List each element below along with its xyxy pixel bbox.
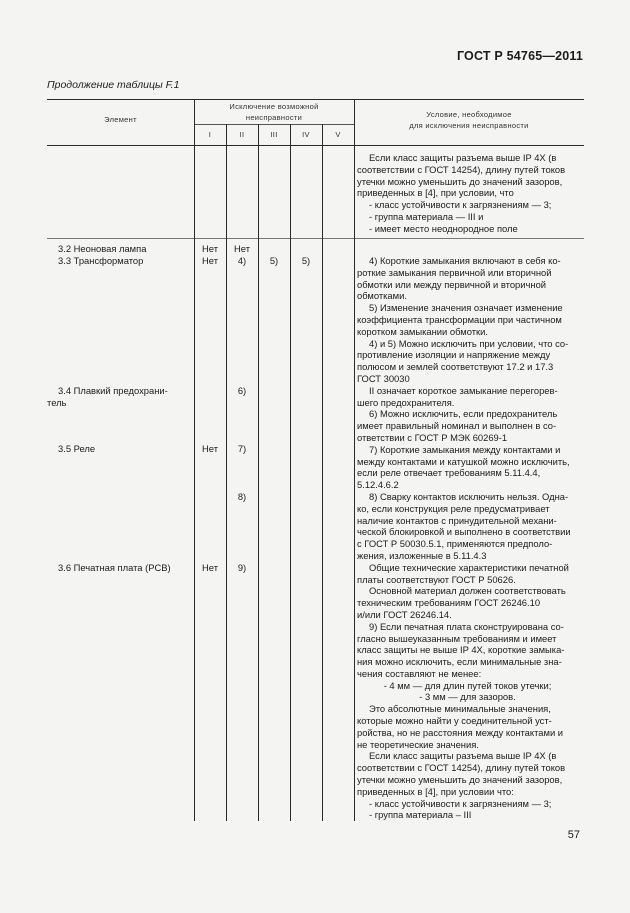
column-header-ii: II (239, 130, 245, 139)
condition-continued: Если класс защиты разъема выше IP 4X (в соответствии с ГОСТ 14254), длину путей токов утечки можно уменьшить до значений зазоров, приведенных в [4], при условии, что - класс устойчивости к загрязнениям — 3; - группа материала — III и - имеет место неоднородное поле (357, 152, 566, 234)
standard-designation: ГОСТ Р 54765—2011 (456, 49, 583, 63)
element-3-2: 3.2 Неоновая лампа (58, 243, 147, 254)
cell-3-3-i: Нет (202, 255, 218, 266)
element-3-5: 3.5 Реле (58, 443, 96, 454)
cell-3-3-iii: 5) (269, 255, 279, 266)
page-number: 57 (567, 829, 580, 841)
column-header-iii: III (270, 130, 278, 139)
cell-3-3-iv: 5) (301, 255, 311, 266)
condition-text: 4) Короткие замыкания включают в себя ко- роткие замыкания первичной или вторичной обмотки или между первичной и вторичной обмотками. 5) Изменение значения означает изменение коэффициента трансформации при частичном коротком замыкании обмотки. 4) и 5) Можно исключить при условии, что со- противление изоляции и напряжение между полюсом и землей соответствуют 17.2 и 17.3 ГОСТ 30030 II означает короткое замыкание перегорев- шего предохранителя. 6) Можно исключить, если предохранитель имеет правильный номинал и выполнен в со- ответствии с ГОСТ Р МЭК 60269-1 7) Короткие замыкания между контактами и между контактами и катушкой можно исключить, если реле отвечает требованиям 5.11.4.4, 5.12.4.6.2 8) Сварку контактов исключить нельзя. Одна- ко, если конструкция реле предусматривает наличие контактов с принудительной механи- ческой блокировкой и выполнено в соответствии с ГОСТ Р 50030.5.1, применяются предполо- жения, изложенные в 5.11.4.3 Общие технические характеристики печатной платы соответствуют ГОСТ Р 50626. Основной материал должен соответствовать техническим требованиям ГОСТ 26246.10 и/или ГОСТ 26246.14. 9) Если печатная плата сконструирована со- гласно вышеуказанным требованиям и имеет класс защиты не выше IP 4X, короткие замыка- ния можно исключить, если минимальные зна- чения составляют не менее: - 4 мм — для длин путей токов утечки; - 3 мм — для зазоров. Это абсолютные минимальные значения, которые можно найти у соединительной уст- ройства, но не расстояния между контактами и не теоретические значения. Если класс защиты разъема выше IP 4X (в соответствии с ГОСТ 14254), длину путей токов утечки можно уменьшить до значений зазоров, приведенных в [4], при условии что: - класс устойчивости к загрязнениям — 3; - группа материала – III (357, 255, 571, 821)
column-header-i: I (208, 130, 212, 139)
column-header-iv: IV (302, 130, 310, 139)
element-3-6: 3.6 Печатная плата (PCB) (58, 562, 171, 573)
element-3-3: 3.3 Трансформатор (58, 255, 144, 266)
cell-3-3-ii: 4) (237, 255, 247, 266)
element-3-4: 3.4 Плавкий предохрани- тель (47, 385, 168, 408)
cell-3-6-i: Нет (202, 562, 218, 573)
cell-3-5-ii-b: 8) (237, 491, 247, 502)
cell-3-5-ii: 7) (237, 443, 247, 454)
column-header-condition: Условие, необходимое для исключения неисправности (409, 110, 529, 130)
cell-3-4-ii: 6) (237, 385, 247, 396)
cell-3-2-i: Нет (202, 243, 218, 254)
column-header-exclusion: Исключение возможной неисправности (229, 102, 319, 122)
column-header-v: V (335, 130, 341, 139)
cell-3-2-ii: Нет (234, 243, 250, 254)
table-caption: Продолжение таблицы F.1 (47, 79, 180, 91)
cell-3-5-i: Нет (202, 443, 218, 454)
cell-3-6-ii: 9) (237, 562, 247, 573)
column-header-element: Элемент (104, 115, 137, 124)
